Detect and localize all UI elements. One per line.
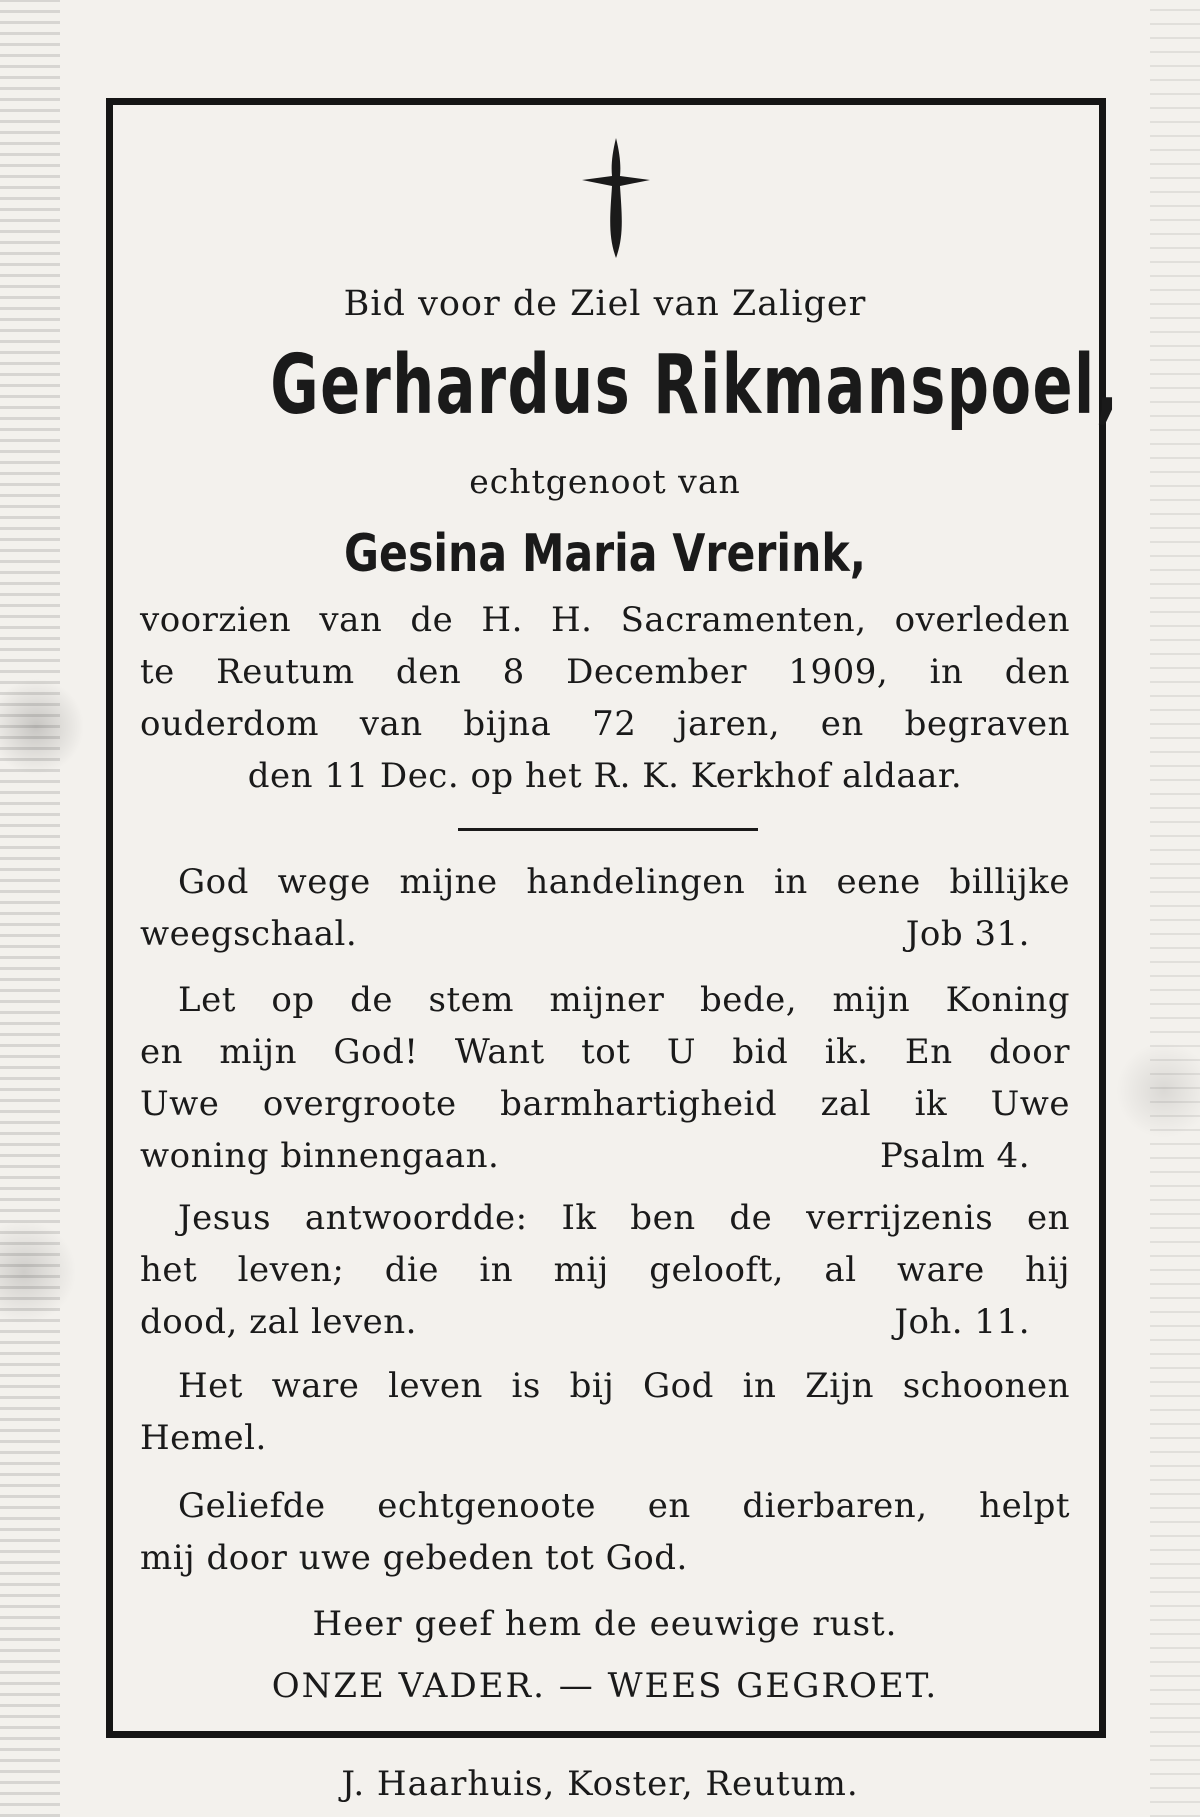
scripture-reference: Job 31. xyxy=(905,914,1030,954)
latin-cross-icon xyxy=(578,136,654,260)
scripture-reference: Joh. 11. xyxy=(894,1302,1030,1342)
quote-line xyxy=(140,1302,1070,1342)
closing-prayers: ONZE VADER. — WEES GEGROET. xyxy=(271,1666,939,1706)
quote-line: Let op de stem mijner bede, mijn Koning xyxy=(178,980,1070,1020)
printer-credit: J. Haarhuis, Koster, Reutum. xyxy=(341,1764,859,1804)
quote-text: dood, zal leven. xyxy=(140,1302,417,1342)
details-line: ouderdom van bijna 72 jaren, en begraven xyxy=(140,704,1070,744)
quote-line: Het ware leven is bij God in Zijn schoonen xyxy=(178,1366,1070,1406)
details-line: te Reutum den 8 December 1909, in den xyxy=(140,652,1070,692)
quote-line: Geliefde echtgenoote en dierbaren, helpt xyxy=(178,1486,1070,1526)
quote-line: Jesus antwoordde: Ik ben de verrijzenis en xyxy=(178,1198,1070,1238)
quote-line: het leven; die in mij gelooft, al ware hij xyxy=(140,1250,1070,1290)
prayer-line: Heer geef hem de eeuwige rust. xyxy=(312,1604,898,1644)
quote-line: en mijn God! Want tot U bid ik. En door xyxy=(140,1032,1070,1072)
quote-line xyxy=(140,914,1070,954)
spouse-intro: echtgenoot van xyxy=(469,462,741,501)
spouse-name: Gesina Maria Vrerink, xyxy=(344,524,866,584)
quote-line: Uwe overgroote barmhartigheid zal ik Uwe xyxy=(140,1084,1070,1124)
scripture-reference: Psalm 4. xyxy=(879,1136,1030,1176)
details-line: voorzien van de H. H. Sacramenten, overleden xyxy=(140,600,1070,640)
quote-line: mij door uwe gebeden tot God. xyxy=(140,1538,688,1578)
prayer-intro: Bid voor de Ziel van Zaliger xyxy=(343,284,867,324)
quote-line xyxy=(140,1136,1070,1176)
scan-edge-noise-left xyxy=(0,0,60,1817)
scan-edge-noise-right xyxy=(1150,0,1200,1817)
quote-line: Hemel. xyxy=(140,1418,267,1458)
details-line: den 11 Dec. op het R. K. Kerkhof aldaar. xyxy=(247,756,963,796)
deceased-name: Gerhardus Rikmanspoel, xyxy=(270,338,1120,433)
quote-text: woning binnengaan. xyxy=(140,1136,500,1176)
quote-line: God wege mijne handelingen in eene billijke xyxy=(178,862,1070,902)
divider-rule xyxy=(458,828,758,831)
quote-text: weegschaal. xyxy=(140,914,358,954)
